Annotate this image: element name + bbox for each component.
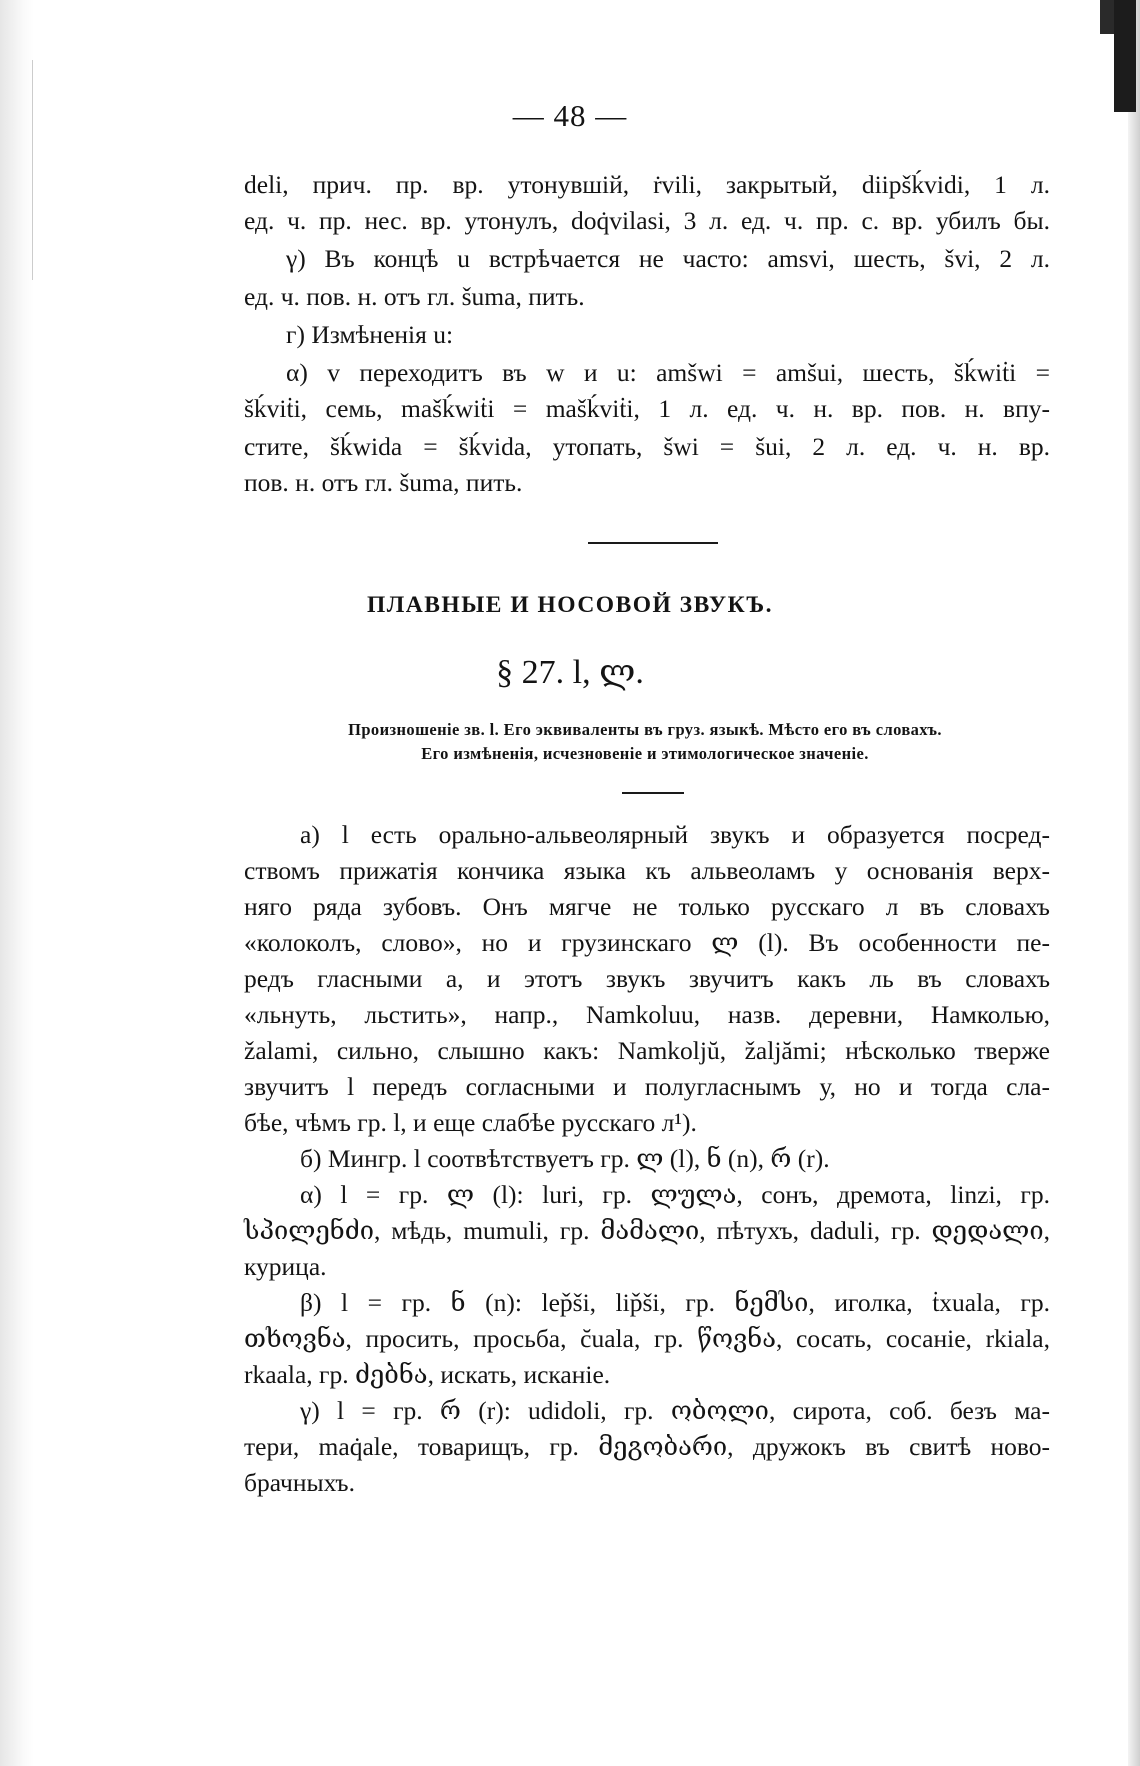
text-line: бѣе, чѣмъ гр. l, и еще слабѣе русскаго л¹). (244, 1108, 697, 1137)
text-line: rkaala, гр. ძებნა, искать, исканіе. (244, 1360, 611, 1389)
page-shadow-right (1128, 0, 1140, 1766)
text-line: α) l = гр. ლ (l): luri, гр. ლულა, сонъ, дремота, linzi, гр. (300, 1180, 1050, 1209)
section-number: § 27. l, ლ. (496, 654, 644, 691)
section-summary-line: Его измѣненія, исчезновеніе и этимологическое значеніе. (421, 744, 869, 763)
text-line: г) Измѣненія u: (286, 320, 454, 349)
text-line: «колоколъ, слово», но и грузинскаго ლ (l). Въ особенности пе- (244, 928, 1050, 957)
text-line: ед. ч. пр. нес. вр. утонулъ, doq̇vilasi, 3 л. ед. ч. пр. с. вр. убилъ бы. (244, 206, 1050, 235)
text-line: няго ряда зубовъ. Онъ мягче не только русскаго л въ словахъ (244, 892, 1050, 921)
page-number: — 48 — (512, 98, 628, 133)
section-divider (588, 542, 718, 544)
scan-corner-mark (1114, 0, 1136, 112)
text-line: тери, maq̇ale, товарищъ, гр. მეგობარი, дружокъ въ свитѣ ново- (244, 1432, 1050, 1461)
summary-divider (622, 792, 684, 794)
text-line: žalami, сильно, слышно какъ: Namkoljŭ, žaljămi; нѣсколько тверже (244, 1036, 1050, 1065)
text-line: брачныхъ. (244, 1468, 355, 1497)
text-line: ед. ч. пов. н. отъ гл. šuma, пить. (244, 282, 585, 311)
text-line: γ) l = гр. რ (r): udidoli, гр. ობოლი, сирота, соб. безъ ма- (300, 1396, 1050, 1425)
text-line: б) Мингр. l соотвѣтствуетъ гр. ლ (l), ნ (n), რ (r). (300, 1144, 830, 1173)
text-line: სპილენძი, мѣдь, mumuli, гр. მამალი, пѣтухъ, daduli, гр. დედალი, (244, 1216, 1050, 1245)
text-line: «льнуть, льстить», напр., Namkoluu, назв. деревни, Намколью, (244, 1000, 1050, 1029)
text-line: а) l есть орально-альвеолярный звукъ и образуется посред- (300, 820, 1050, 849)
text-line: звучитъ l передъ согласными и полугласнымъ у, но и тогда сла- (244, 1072, 1050, 1101)
text-line: γ) Въ концѣ u встрѣчается не часто: amsvi, шесть, švi, 2 л. (286, 244, 1050, 273)
text-line: თხოვნა, просить, просьба, c̆uala, гр. წოვნა, сосать, сосаніе, rkiala, (244, 1324, 1050, 1353)
text-line: редъ гласными а, и этотъ звукъ звучитъ какъ ль въ словахъ (244, 964, 1050, 993)
text-line: ствомъ прижатія кончика языка къ альвеоламъ у основанія верх- (244, 856, 1050, 885)
text-line: α) v переходитъ въ w и u: amšwi = amšui, шесть, šḱwiṫi = (286, 358, 1050, 387)
page-shadow-left (0, 0, 34, 1766)
text-line: šḱviṫi, семь, mašḱwiṫi = mašḱviṫi, 1 л. ед. ч. н. вр. пов. н. впу- (244, 394, 1050, 423)
scan-edge-line (32, 60, 33, 280)
scan-corner-mark-small (1100, 0, 1114, 34)
section-title: ПЛАВНЫЕ И НОСОВОЙ ЗВУКЪ. (366, 592, 773, 618)
text-line: пов. н. отъ гл. šuma, пить. (244, 468, 523, 497)
text-line: курица. (244, 1252, 327, 1281)
text-line: β) l = гр. ნ (n): lep̌ši, lip̌ši, гр. ნემსი, иголка, ṫxuala, гр. (300, 1288, 1050, 1317)
text-line: deli, прич. пр. вр. утонувшій, ṙvili, закрытый, diipšḱvidi, 1 л. (244, 170, 1050, 199)
section-summary-line: Произношеніе зв. l. Его эквиваленты въ груз. языкѣ. Мѣсто его въ словахъ. (348, 720, 942, 739)
text-line: стите, šḱwida = šḱvida, утопать, šwi = šui, 2 л. ед. ч. н. вр. (244, 432, 1050, 461)
